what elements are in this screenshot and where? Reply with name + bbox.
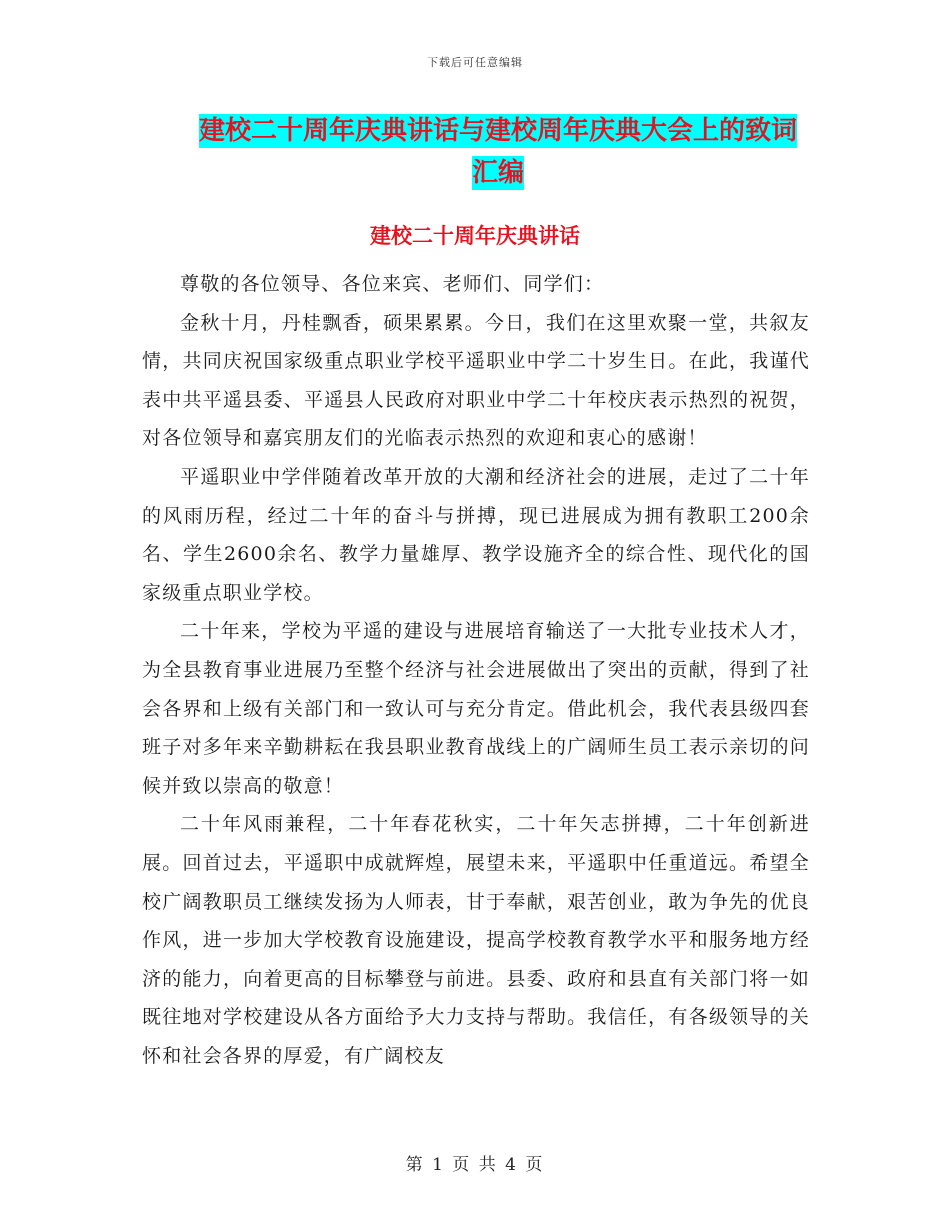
document-body <box>142 265 810 1075</box>
paragraph: 二十年风雨兼程，二十年春花秋实，二十年矢志拼搏，二十年创新进展。回首过去，平遥职中成就辉煌，展望未来，平遥职中任重道远。希望全校广阔教职员工继续发扬为人师表，甘于奉献，艰苦创业，敢为争先的优良作风，进一步加大学校教育设施建设，提高学校教育教学水平和服务地方经济的能力，向着更高的目标攀登与前进。县委、政府和县直有关部门将一如既往地对学校建设从各方面给予大力支持与帮助。我信任，有各级领导的关怀和社会各界的厚爱，有广阔校友 <box>142 813 810 1067</box>
page-number: 第 1 页 共 4 页 <box>405 1155 545 1175</box>
paragraph: 金秋十月，丹桂飘香，硕果累累。今日，我们在这里欢聚一堂，共叙友情，共同庆祝国家级重点职业学校平遥职业中学二十岁生日。在此，我谨代表中共平遥县委、平遥县人民政府对职业中学二十年校庆表示热烈的祝贺，对各位领导和嘉宾朋友们的光临表示热烈的欢迎和衷心的感谢！ <box>142 311 810 450</box>
paragraph: 二十年来，学校为平遥的建设与进展培育输送了一大批专业技术人才，为全县教育事业进展乃至整个经济与社会进展做出了突出的贡献，得到了社会各界和上级有关部门和一致认可与充分肯定。借此机会，我代表县级四套班子对多年来辛勤耕耘在我县职业教育战线上的广阔师生员工表示亲切的问候并致以崇高的敬意！ <box>142 620 810 797</box>
paragraph-salutation: 尊敬的各位领导、各位来宾、老师们、同学们： <box>180 273 605 295</box>
document-title <box>193 110 803 194</box>
document-title-line2: 汇编 <box>471 158 524 188</box>
paragraph: 平遥职业中学伴随着改革开放的大潮和经济社会的进展，走过了二十年的风雨历程，经过二十年的奋斗与拼搏，现已进展成为拥有教职工200余名、学生2600余名、教学力量雄厚、教学设施齐全的综合性、现代化的国家级重点职业学校。 <box>142 465 810 604</box>
section-title: 建校二十周年庆典讲话 <box>370 223 580 248</box>
document-title-line1: 建校二十周年庆典讲话与建校周年庆典大会上的致词 <box>198 116 797 146</box>
header-note: 下载后可任意编辑 <box>427 56 523 69</box>
